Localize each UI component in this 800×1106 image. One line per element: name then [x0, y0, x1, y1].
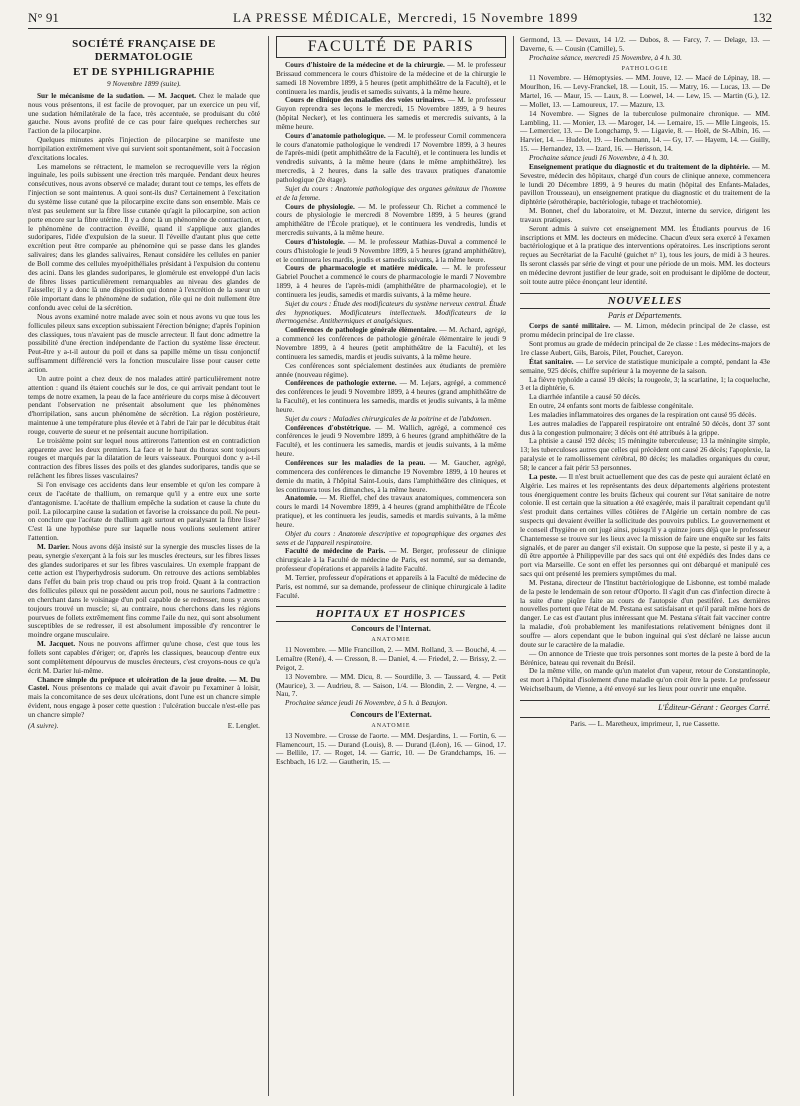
article-lead: Chancre simple du prépuce et ulcération de la joue droite. — M. Du Castel.	[28, 674, 260, 693]
session-date: 9 Novembre 1899 (suite).	[107, 79, 181, 88]
internat-title: Concours de l'Internat.	[351, 624, 431, 634]
course-notice: Anatomie. — M. Rieffel, chef des travaux anatomiques, commencera son cours le mardi 14 Novembre 1899, à 4 heures (grand amphithéâtre de l'École pratique), et les continuera les jeudis, samedis et mardis suivants, à la même heure.	[276, 493, 506, 529]
news-item: État sanitaire. — Le service de statistique municipale a compté, pendant la 43e semaine, 925 décès, chiffre supérieur à la moyenne de la saison.	[520, 356, 770, 375]
article-paragraph: M. Darier. Nous avons déjà insisté sur la synergie des muscles lisses de la peau, synergie s'exerçant à la fois sur les muscles érecteurs, sur les fibres lisses des glandes sudoripares et sur les fibres vasculaires. Un exemple frappant de cette action est l'hyperhydrosis sudorum. On retrouve des actions semblables dans l'effet du bain pris trop chaud ou pris trop froid. Quant à la contraction des follicules pileux qui ne possèdent aucun poil, nous ne saurions l'admettre : en cherchant dans le voisinage d'un poil capable de se redresser, nous y avons toujours trouvé un muscle; si, au contraire, nous cherchons dans les régions pourvues de follets extrêmement fins comme l'aile du nez, qui sont absolument susceptibles de se redresser, il est absolument impossible d'y rencontrer le moindre organe musculaire.	[28, 541, 260, 640]
article-lead: Sur le mécanisme de la sudation. — M. Jacquet.	[37, 90, 196, 100]
journal-name: LA PRESSE MÉDICALE,	[233, 10, 392, 25]
faculty-notice: Faculté de médecine de Paris. — M. Berger, professeur de clinique chirurgicale à la Faculté de médecine de Paris, est nommé, sur sa demande, professeur d'opérations et appareils à ladite Faculté.	[276, 546, 506, 574]
article-paragraph: Chancre simple du prépuce et ulcération de la joue droite. — M. Du Castel. Nous présentons ce malade qui avait d'avoir pu l'examiner à loisir, mais la concomitance de ses deux ulcérations, dont l'une est un chancre simple évident, nous engage à poser cette question : l'ulcération buccale n'est-elle pas un chancre simple?	[28, 674, 260, 719]
course-notice: Cours d'anatomie pathologique. — M. le professeur Cornil commencera le cours d'anatomie pathologique le vendredi 17 Novembre 1899, à 3 heures de l'après-midi (petit amphithéâtre de la Faculté), et le continuera les lundis et vendredis suivants, à la même heure (dans le même amphithéâtre). les mercredis, à 2 heures, dans la salle des travaux pratiques d'anatomie pathologique (2e étage).	[276, 130, 506, 184]
news-item: La fièvre typhoïde a causé 19 décès; la rougeole, 3; la scarlatine, 1; la coqueluche, 3 et la diphtérie, 6.	[520, 374, 770, 393]
results-list: Germond, 13. — Devaux, 14 1/2. — Dubos, 8. — Farcy, 7. — Delage, 13. — Daverne, 6. — Cousin (Camille), 5.	[520, 36, 770, 53]
page-number: 132	[752, 10, 772, 25]
next-session: Prochaine séance jeudi 16 Novembre, à 4 h. 30.	[529, 152, 669, 162]
course-notice: Cours d'histoire de la médecine et de la chirurgie. — M. le professeur Brissaud commencera le cours d'histoire de la médecine et de la chirurgie le samedi 18 Novembre 1899, à 5 heures (petit amphithéâtre de la Faculté), et le continuera les mardis, jeudis et samedis suivants, à la même heure.	[276, 60, 506, 96]
faculty-notice: M. Terrier, professeur d'opérations et appareils à la Faculté de médecine de Paris, est nommé, sur sa demande, professeur de clinique chirurgicale à ladite Faculté.	[276, 572, 506, 600]
anatomie-label: ANATOMIE	[371, 637, 411, 644]
next-session: Prochaine séance, mercredi 15 Novembre, à 4 h. 30.	[529, 52, 682, 62]
issue-date: Mercredi, 15 Novembre 1899	[397, 10, 579, 25]
speaker-name: M. Jacquet.	[37, 639, 76, 649]
society-title-2: ET DE SYPHILIGRAPHIE	[73, 66, 215, 78]
news-item: M. Pestana, directeur de l'Institut bactériologique de Lisbonne, est tombé malade de la peste le lendemain de son retour d'Oporto. Il s'agit d'un cas d'infection directe à la suite d'une piqûre faite au cours de l'autopsie d'un pestiféré. Les dernières nouvelles portent que l'état de M. Pestana est satisfaisant et qu'il paraît même hors de danger. Le cas est d'autant plus intéressant que M. Pestana s'était fait vacciner contre la maladie, d'où probablement les manifestations relativement bénignes dont il souffre — alors cependant que le bubon inguinal qui s'est déclaré ne laisse aucun doute sur le caractère de la maladie.	[520, 577, 770, 649]
article-paragraph: Les mamelons se rétractent, le mamelon se recroqueville vers la région inguinale, les poils subissent une érection très marquée. Pendant deux heures consécutives, nous avons observé ce malade; durant tout ce temps, les effets de l'injection se sont maintenus. A quoi sont-ils dus? Certainement à l'excitation du système lisse cutané que la pilocarpine excite dans son ensemble. Mais ce n'est pas seulement sur la fibre lisse cutanée qu'agit la pilocarpine, son action porte encore sur la fibre utérine. Il y a donc là un phénomène de contraction, et le phénomène de contraction éveillé, quand il s'applique aux glandes sudoripares, l'idée d'expulsion de la sueur. Il l'éveille d'autant plus que cette excrétion peut être comparée au phénomène qui se passe dans les glandes salivaires; dans les glandes salivaires, Renaut considère les cellules en panier de Boll comme des cellules myoépithéliales présidant à l'expulsion du contenu des acini. Dans les glandes sudoripares, le glomérule est enveloppé d'un lacis de fibres lisses particulièrement remarquables au niveau des glandes de l'aisselle; il y a donc là une disposition qui donne à l'excrétion de la sueur un rôle important dans le phénomène de sudation, rôle qui ne doit nullement être confondu avec celui de la sécrétion.	[28, 161, 260, 313]
signature-line	[28, 722, 260, 731]
article-paragraph: Si l'on envisage ces accidents dans leur ensemble et qu'on les compare à ceux de l'acétate de thallium, on remarque qu'il y a entre eux une sorte d'antagonisme. L'acétate de thallium empêche la sudation et cause la chute du poil. La pilocarpine cause la sudation et favorise la croissance du poil. Ne peut-on conclure que l'acétate de thallium agit surtout en paralysant la fibre lisse? C'est là une hypothèse pure sur laquelle nous voulions seulement attirer l'attention.	[28, 479, 260, 543]
course-notice: Conférences de pathologie générale élémentaire. — M. Achard, agrégé, a commencé les conférences de pathologie générale élémentaire le jeudi 9 Novembre 1899, à 4 heures (petit amphithéâtre de la Faculté), et les continuera les samedis, mardis et jeudis suivants, à la même heure.	[276, 325, 506, 361]
column-2	[276, 36, 506, 1096]
news-item: La phtisie a causé 192 décès; 15 méningite tuberculeuse; 13 la méningite simple, 13; les tuberculoses autres que celles qui précèdent ont causé 26 décès; l'apoplexie, la paralysie et le ramollissement cérébral, 80 décès; les maladies organiques du cœur, 58; le cancer a fait périr 53 personnes.	[520, 436, 770, 472]
news-item: Sont promus au grade de médecin principal de 2e classe : Les médecins-majors de 1re classe Aubert, Gils, Barois, Pilet, Pouchet, Careyon.	[520, 339, 770, 357]
course-notice: Cours de physiologie. — M. le professeur Ch. Richet a commencé le cours de physiologie le mercredi 8 Novembre 1899, à 5 heures (grand amphithéâtre de l'École pratique), et le continuera les vendredis, lundis et mercredis suivants, à la même heure.	[276, 201, 506, 238]
teaching-notice: Enseignement pratique du diagnostic et du traitement de la diphtérie. — M. Sevestre, médecin des hôpitaux, chargé d'un cours de clinique annexe, commencera le lundi 20 Décembre 1899, à 9 heures du matin (hôpital des Enfants-Malades, pavillon Trousseau), un enseignement pratique du diagnostic et du traitement de la diphtérie (sérothérapie, bactériologie, tubage et trachéotomie).	[520, 161, 770, 207]
article-paragraph: M. Jacquet. Nous ne pouvons affirmer qu'une chose, c'est que tous les follets sont capables d'ériger; or, d'après les classiques, beaucoup d'entre eux sont complètement dépourvus de muscles érecteurs, c'est croyons-nous ce qu'a écrit M. Darier lui-même.	[28, 639, 260, 675]
masthead	[28, 8, 772, 29]
news-item: — On annonce de Trieste que trois personnes sont mortes de la peste à bord de la Bérénice, bateau qui revenait du Brésil.	[520, 648, 770, 667]
course-subject: Objet du cours : Anatomie descriptive et topographique des organes des sens et de l'appareil respiratoire.	[276, 528, 506, 547]
news-item: Corps de santé militaire. — M. Limon, médecin principal de 2e classe, est promu médecin principal de 1re classe.	[520, 321, 770, 340]
news-title: NOUVELLES	[520, 293, 770, 309]
hospitals-title: HOPITAUX ET HOSPICES	[276, 606, 506, 622]
to-be-continued: (A suivre).	[28, 720, 59, 730]
results-list: 14 Novembre. — Signes de la tuberculose pulmonaire chronique. — MM. Lambling, 11. — Monier, 13. — Maroger, 14. — Lemaire, 15. — Mlle Lingeois, 15. — Lemercier, 13. — De Longchamp, 9. — Ligavie, 8. — Hoël, de St-Albin, 16. — Harvier, 14. — Hudelot, 19. — Hechemann, 14. — Gy, 17. — Hayem, 14. — Guilly, 15. — Hernandez, 13. — Izard, 16. — Herisson, 14.	[520, 108, 770, 154]
author-name: E. Lenglet.	[227, 720, 260, 730]
article-paragraph: Le troisième point sur lequel nous attirerons l'attention est en contradiction apparente avec les deux premiers. La face et le haut du thorax sont toujours rouges et marqués par la dilatation de leurs vaisseaux. Pourquoi donc y a-t-il contraction des fibres lisses des poils et des glandes sudoripares, tandis que se relâchent les fibres lisses vasculaires?	[28, 435, 260, 481]
editor-line: L'Éditeur-Gérant : Georges Carré.	[520, 700, 770, 713]
article-paragraph: Nous avons examiné notre malade avec soin et nous avons vu que tous les follicules pileux sans exception subissaient l'érection bénigne; d'après l'opinion des classiques, tous n'avaient pas de muscle arrecteur. Il faut donc admettre la possibilité d'une érection indépendante de l'action du système lisse érecteur. Peut-être y a-t-il autour du poil et dans sa papille même un tissu conjonctif suffisamment différencié vers la fonction musculaire lisse pour causer cette action.	[28, 311, 260, 374]
faculty-title: FACULTÉ DE PARIS	[276, 36, 506, 58]
teaching-notice: Seront admis à suivre cet enseignement MM. les Étudiants pourvus de 16 inscriptions et MM. les docteurs en médecine. Chacun d'eux sera exercé à l'examen bactériologique et à la pratique des interventions opératoires. Les inscriptions seront reçues au Secrétariat de la Faculté (guichet n° 1), tous les jours, de midi à 3 heures. Ils seront classés par série de vingt et pour une période de un mois. MM. les docteurs en médecine devront justifier de leur grade, soit en produisant le diplôme de docteur, soit toute autre pièce énonçant leur identité.	[520, 223, 770, 286]
anatomie-label: ANATOMIE	[371, 722, 411, 729]
imprint-line: Paris. — L. Maretheux, imprimeur, 1, rue Cassette.	[520, 717, 770, 729]
results-list: 13 Novembre. — Crosse de l'aorte. — MM. Desjardins, 1. — Fortin, 6. — Flamencourt, 15. — Durand (Louis), 8. — Durand (Léon), 16. — Ginod, 17. — Bellile, 17. — Roget, 14. — Garric, 10. — De Grandchamps, 16. — Eschbach, 16 1/2. — Gautherin, 15. —	[276, 730, 506, 767]
news-item: Les autres maladies de l'appareil respiratoire ont entraîné 50 décès, dont 37 sont dus à la congestion pulmonaire; 3 décès ont été attribués à la grippe.	[520, 418, 770, 437]
news-item: La diarrhée infantile a causé 50 décès.	[529, 392, 641, 402]
course-note: Ces conférences sont spécialement destinées aux étudiants de première année (nouveau régime).	[276, 360, 506, 379]
news-item: De la même ville, on mande qu'un matelot d'un vapeur, retour de Constantinople, est mort à l'hôpital d'isolement d'une maladie qu'on croit être la peste. Le professeur Weichselbaum, de Vienne, a été envoyé sur les lieux pour ouvrir une enquête.	[520, 666, 770, 694]
news-item: Les maladies inflammatoires des organes de la respiration ont causé 95 décès.	[529, 409, 757, 419]
results-list: 11 Novembre. — Hémoptysies. — MM. Jouve, 12. — Macé de Lépinay, 18. — Mourlhon, 16. — Levy-Franckel, 18. — Louit, 15. — Matry, 16. — Lucas, 13. — De Martel, 16. — Maur, 15. — Laux, 8. — Loewel, 14. — Lew, 15. — Martin (G.), 12. — Mollet, 13. — Lamoureux, 17. — Mazure, 13.	[520, 73, 770, 109]
society-title-1: SOCIÉTÉ FRANÇAISE DE DERMATOLOGIE	[72, 38, 216, 63]
article-paragraph: Quelques minutes après l'injection de pilocarpine se manifeste une horripilation extrêmement vive qui survient soit spontanément, soit à l'occasion d'excitations locales.	[28, 135, 260, 162]
news-item: La peste. — Il n'est bruit actuellement que des cas de peste qui auraient éclaté en Algérie. Les maires et les représentants des deux départements algériens protestent tous énergiquement contre les bruits fâcheux qui courent sur l'état sanitaire de notre colonie. Il est certain que la situation a été exagérée, mais il paraîtrait cependant qu'il s'est produit dans certaines villes côtières de l'Algérie un certain nombre de cas suspects qui devaient éveiller la sollicitude des pouvoirs publics. Le gouvernement et le conseil d'hygiène en ont jugé ainsi, puisqu'il y a quinze jours déjà que le professeur Chantemesse se trouve sur les lieux avec la mission de faire une enquête sur les faits signalés, et de parer au danger s'il existait. On suppose que la peste, si peste il y a, a dû être apportée à Philippeville par des sacs qui ont été expédiés des Indes dans ce port via Marseille. Ce sont en effet les personnes qui ont débarqué et manipulé ces sacs qui ont présenté les premiers symptômes du mal.	[520, 471, 770, 579]
journal-title-line	[233, 10, 578, 26]
course-notice: Cours de pharmacologie et matière médicale. — M. le professeur Gabriel Pouchet a commencé le cours de pharmacologie le mardi 7 Novembre 1899, à 4 heures de l'après-midi (amphithéâtre de pharmacologie), et le continuera les jeudis, samedis et mardis suivants, à la même heure.	[276, 263, 506, 299]
course-subject: Sujet du cours : Anatomie pathologique des organes génitaux de l'homme et de la femme.	[276, 183, 506, 202]
course-notice: Conférences d'obstétrique. — M. Wallich, agrégé, a commencé ces conférences le jeudi 9 Novembre 1899, à 6 heures (grand amphithéâtre de la Faculté), et les continuera les samedis, mardis et jeudis suivants, à la même heure.	[276, 422, 506, 459]
pathologie-label: PATHOLOGIE	[621, 65, 669, 72]
course-notice: Conférences de pathologie externe. — M. Lejars, agrégé, a commencé des conférences le jeudi 9 Novembre 1899, à 4 heures (grand amphithéâtre de la Faculté), et les continuera les samedis, mardis et jeudis suivants, à la même heure.	[276, 378, 506, 414]
article-paragraph: Un autre point a chez deux de nos malades attiré particulièrement notre attention : quand ils étaient couchés sur le dos, ce qui arrivait pendant tout le temps de notre examen, la peau de la face antérieure du corps mise à découvert pendant l'observation ne présentait absolument que les phénomènes d'horripilation, sans aucun phénomène de sécrétion. La région postérieure, maintenue à une température plus élevée et à l'abri de l'air par le décubitus était rouge, couverte de sueur et ne présentait aucune horripilation.	[28, 373, 260, 436]
course-subject: Sujet du cours : Maladies chirurgicales de la poitrine et de l'abdomen.	[285, 413, 492, 423]
course-notice: Conférences sur les maladies de la peau. — M. Gaucher, agrégé, commencera des conférences le dimanche 19 Novembre 1899, à 10 heures et demie du matin, à l'hôpital Saint-Louis, dans l'amphithéâtre des cliniques, et les continuera tous les dimanches, à la même heure.	[276, 457, 506, 494]
course-notice: Cours d'histologie. — M. le professeur Mathias-Duval a commencé le cours d'histologie le jeudi 9 Novembre 1899, à 5 heures (grand amphithéâtre), et le continuera les mardis, jeudis et samedis suivants, à la même heure.	[276, 236, 506, 264]
column-3	[520, 36, 770, 1096]
next-session: Prochaine séance jeudi 16 Novembre, à 5 h. à Beaujon.	[285, 698, 448, 708]
article-paragraph: Sur le mécanisme de la sudation. — M. Jacquet. Chez le malade que nous vous présentons, il est facile de provoquer, par un exercice un peu vif, une sudation hémilatérale de la face, très accentuée, se produisant du côté gauche. Nous avons profité de ce cas pour faire quelques recherches sur l'action de la pilocarpine.	[28, 90, 260, 136]
column-1	[28, 36, 260, 1096]
results-list: 11 Novembre. — Mlle Francillon, 2. — MM. Rolland, 3. — Bouché, 4. — Lemaître (René), 4. — Cresson, 8. — Daniel, 4. — Friedel, 2. — Brissy, 2. — Peigot, 2.	[276, 645, 506, 672]
speaker-name: M. Darier.	[37, 541, 70, 551]
results-list: 13 Novembre. — MM. Dicu, 8. — Sourdille, 3. — Taussard, 4. — Petit (Maurice), 3. — Audrieu, 8. — Saison, 1/4. — Blondin, 2. — Vergne, 4. — Nau, 7.	[276, 671, 506, 699]
course-subject: Sujet du cours : Étude des modificateurs du système nerveux central. Étude des hypnotiques. Modificateurs intellectuels. Modificateurs de la thermogenèse. Antithermiques et analgésiques.	[276, 298, 506, 326]
column-rule-2	[513, 36, 514, 1096]
teaching-notice: M. Bonnet, chef du laboratoire, et M. Dezzut, interne du service, dirigent les travaux pratiques.	[520, 206, 770, 224]
news-item: En outre, 24 enfants sont morts de faiblesse congénitale.	[529, 401, 694, 411]
departments-title: Paris et Départements.	[608, 310, 682, 320]
course-notice: Cours de clinique des maladies des voies urinaires. — M. le professeur Guyon reprendra ses leçons le mercredi, 15 Novembre 1899, à 9 heures (hôpital Necker), et les continuera les samedis et mercredis suivants, à la même heure.	[276, 95, 506, 131]
issue-number: N° 91	[28, 10, 59, 25]
column-rule-1	[268, 36, 269, 1096]
externat-title: Concours de l'Externat.	[350, 710, 432, 720]
